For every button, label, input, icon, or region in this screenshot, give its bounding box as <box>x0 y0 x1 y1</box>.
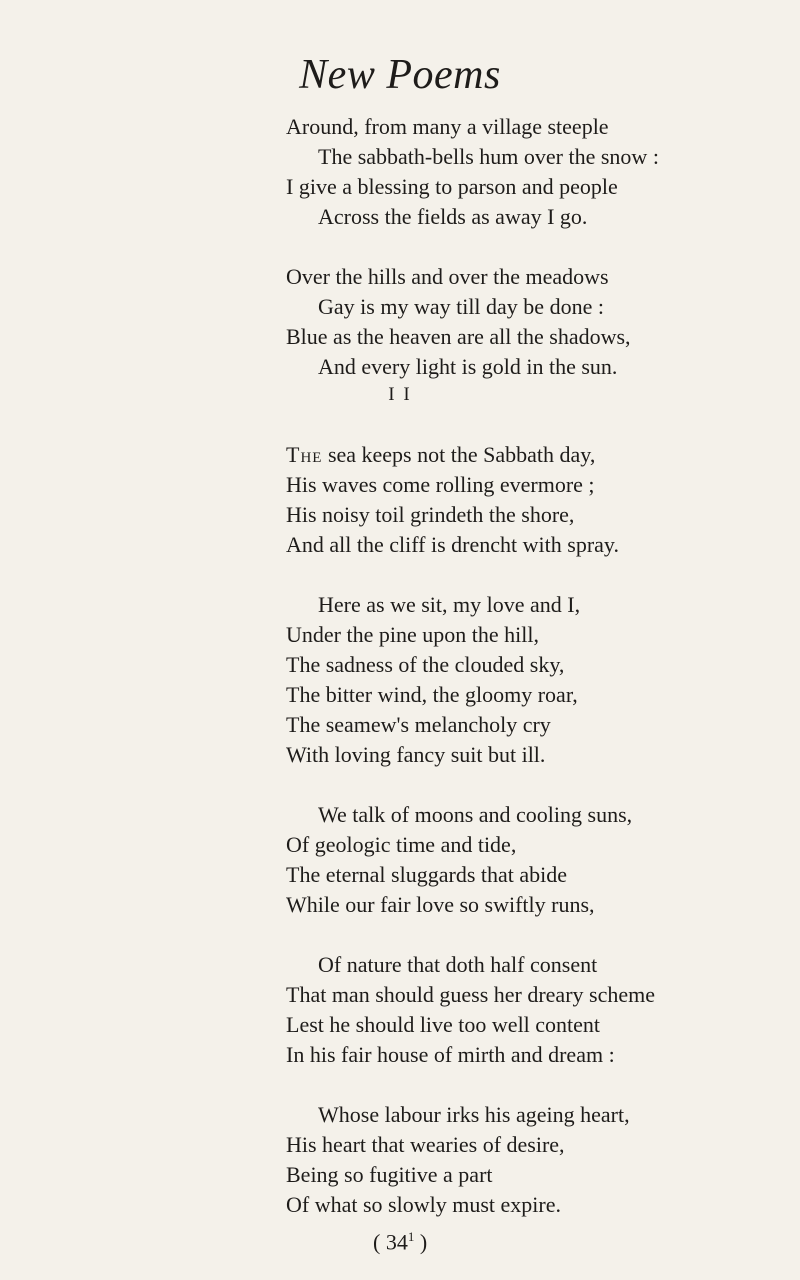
section-number: I I <box>388 384 412 405</box>
verse-line: Gay is my way till day be done : <box>318 294 604 319</box>
verse-line: His waves come rolling evermore ; <box>286 472 595 497</box>
verse-line: In his fair house of mirth and dream : <box>286 1042 615 1067</box>
verse-line: The sabbath-bells hum over the snow : <box>318 144 659 169</box>
verse-line: Of geologic time and tide, <box>286 832 517 857</box>
verse-line: Here as we sit, my love and I, <box>318 592 581 617</box>
verse-line: We talk of moons and cooling suns, <box>318 802 633 827</box>
verse-line: And all the cliff is drencht with spray. <box>286 532 619 557</box>
verse-line: Across the fields as away I go. <box>318 204 588 229</box>
verse-line: The seamew's melancholy cry <box>286 712 551 737</box>
verse-line: Being so fugitive a part <box>286 1162 493 1187</box>
verse-line: Of what so slowly must expire. <box>286 1192 561 1217</box>
verse-line: Under the pine upon the hill, <box>286 622 539 647</box>
verse-line: I give a blessing to parson and people <box>286 174 618 199</box>
verse-line: The bitter wind, the gloomy roar, <box>286 682 578 707</box>
page-number: ( $34^1$ ) <box>373 1229 428 1255</box>
verse-line: Of nature that doth half consent <box>318 952 598 977</box>
verse-line: Around, from many a village steeple <box>286 114 609 139</box>
verse-line: Over the hills and over the meadows <box>286 264 609 289</box>
verse-line: While our fair love so swiftly runs, <box>286 892 595 917</box>
opening-word: The <box>286 442 323 467</box>
verse-line: Whose labour irks his ageing heart, <box>318 1102 630 1127</box>
poem-part-2 <box>286 440 655 1220</box>
verse-line: And every light is gold in the sun. <box>318 354 618 379</box>
verse-line: With loving fancy suit but ill. <box>286 742 546 767</box>
verse-line: The eternal sluggards that abide <box>286 862 568 887</box>
running-title: New Poems <box>299 52 501 98</box>
verse-line <box>286 440 655 470</box>
verse-line: His noisy toil grindeth the shore, <box>286 502 575 527</box>
verse-line: Lest he should live too well content <box>286 1012 601 1037</box>
verse-line: Blue as the heaven are all the shadows, <box>286 324 631 349</box>
poem-part-1 <box>286 112 659 382</box>
verse-line: That man should guess her dreary scheme <box>286 982 655 1007</box>
verse-line: His heart that wearies of desire, <box>286 1132 565 1157</box>
verse-line: The sadness of the clouded sky, <box>286 652 565 677</box>
verse-line-rest: sea keeps not the Sabbath day, <box>322 442 596 467</box>
